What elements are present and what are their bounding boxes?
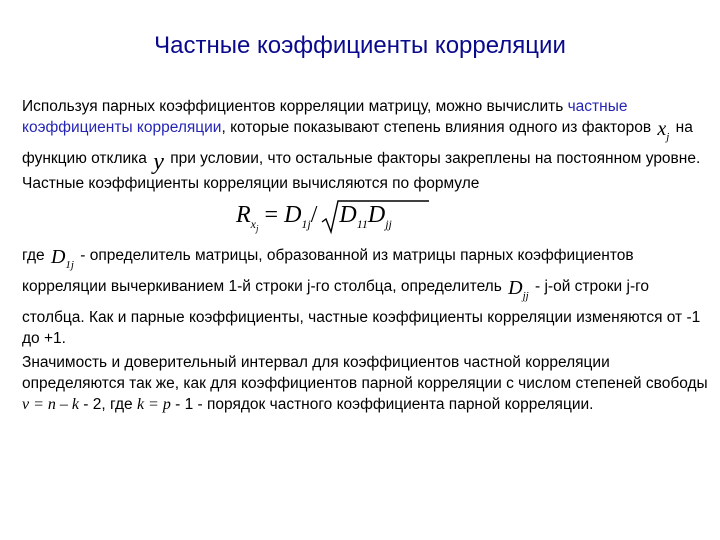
def-text-3: - j-ой строки j-го столбца. Как и парные коэффициенты, частные коэффициенты корреляции изменяются от -1 до +1. [22,278,701,347]
math-Djj-inline: $D_{jj}$ [508,277,529,302]
paragraph-intro [22,96,712,194]
sig-text-2: - 2, где [79,396,137,413]
formula-D1j: $D_{1j}$ [284,202,311,231]
sig-text-3: - 1 - порядок частного коэффициента парной корреляции. [170,396,594,413]
intro-text-4: при условии, что остальные факторы закреплены на постоянном уровне. Частные коэффициенты корреляции вычисляются по формуле [22,150,701,192]
sqrt-sign-icon [321,198,431,238]
formula-Djj: $D_{jj}$ [367,202,392,231]
math-D1j-inline: $D_{1j}$ [50,246,74,271]
sig-text-1: Значимость и доверительный интервал для коэффициентов частной корреляции определяются так же, как для коэффициентов парной корреляции с числом степеней свободы [22,354,708,392]
intro-text-1: Используя парных коэффициентов корреляции матрицу, можно вычислить [22,98,568,115]
sig-expr-2: k = p [136,396,171,413]
intro-text-3: на функцию отклика [22,119,693,167]
formula-slash: / [310,202,318,228]
formula-sqrt [321,202,391,232]
partial-correlation-formula [236,202,392,238]
intro-text-2: , которые показывают степень влияния одного из факторов [221,119,656,136]
formula-equals: = [264,202,279,228]
formula-R: $R_{x_j}$ [236,202,259,234]
math-x-j: $x_j$ [657,118,670,143]
slide-title: Частные коэффициенты корреляции [154,32,566,59]
sig-expr-1: ν = n – k [22,396,79,413]
math-y: y [153,149,164,175]
def-text-1: где [22,247,49,264]
paragraph-significance [22,352,712,415]
paragraph-definitions [22,245,712,349]
formula-D11: $D_{11}$ [339,202,368,231]
def-text-2: - определитель матрицы, образованной из матрицы парных коэффициентов корреляции вычеркиванием 1-й строки j-го столбца, определитель [22,247,634,295]
intro-highlight: частные коэффициенты корреляции [22,98,628,136]
